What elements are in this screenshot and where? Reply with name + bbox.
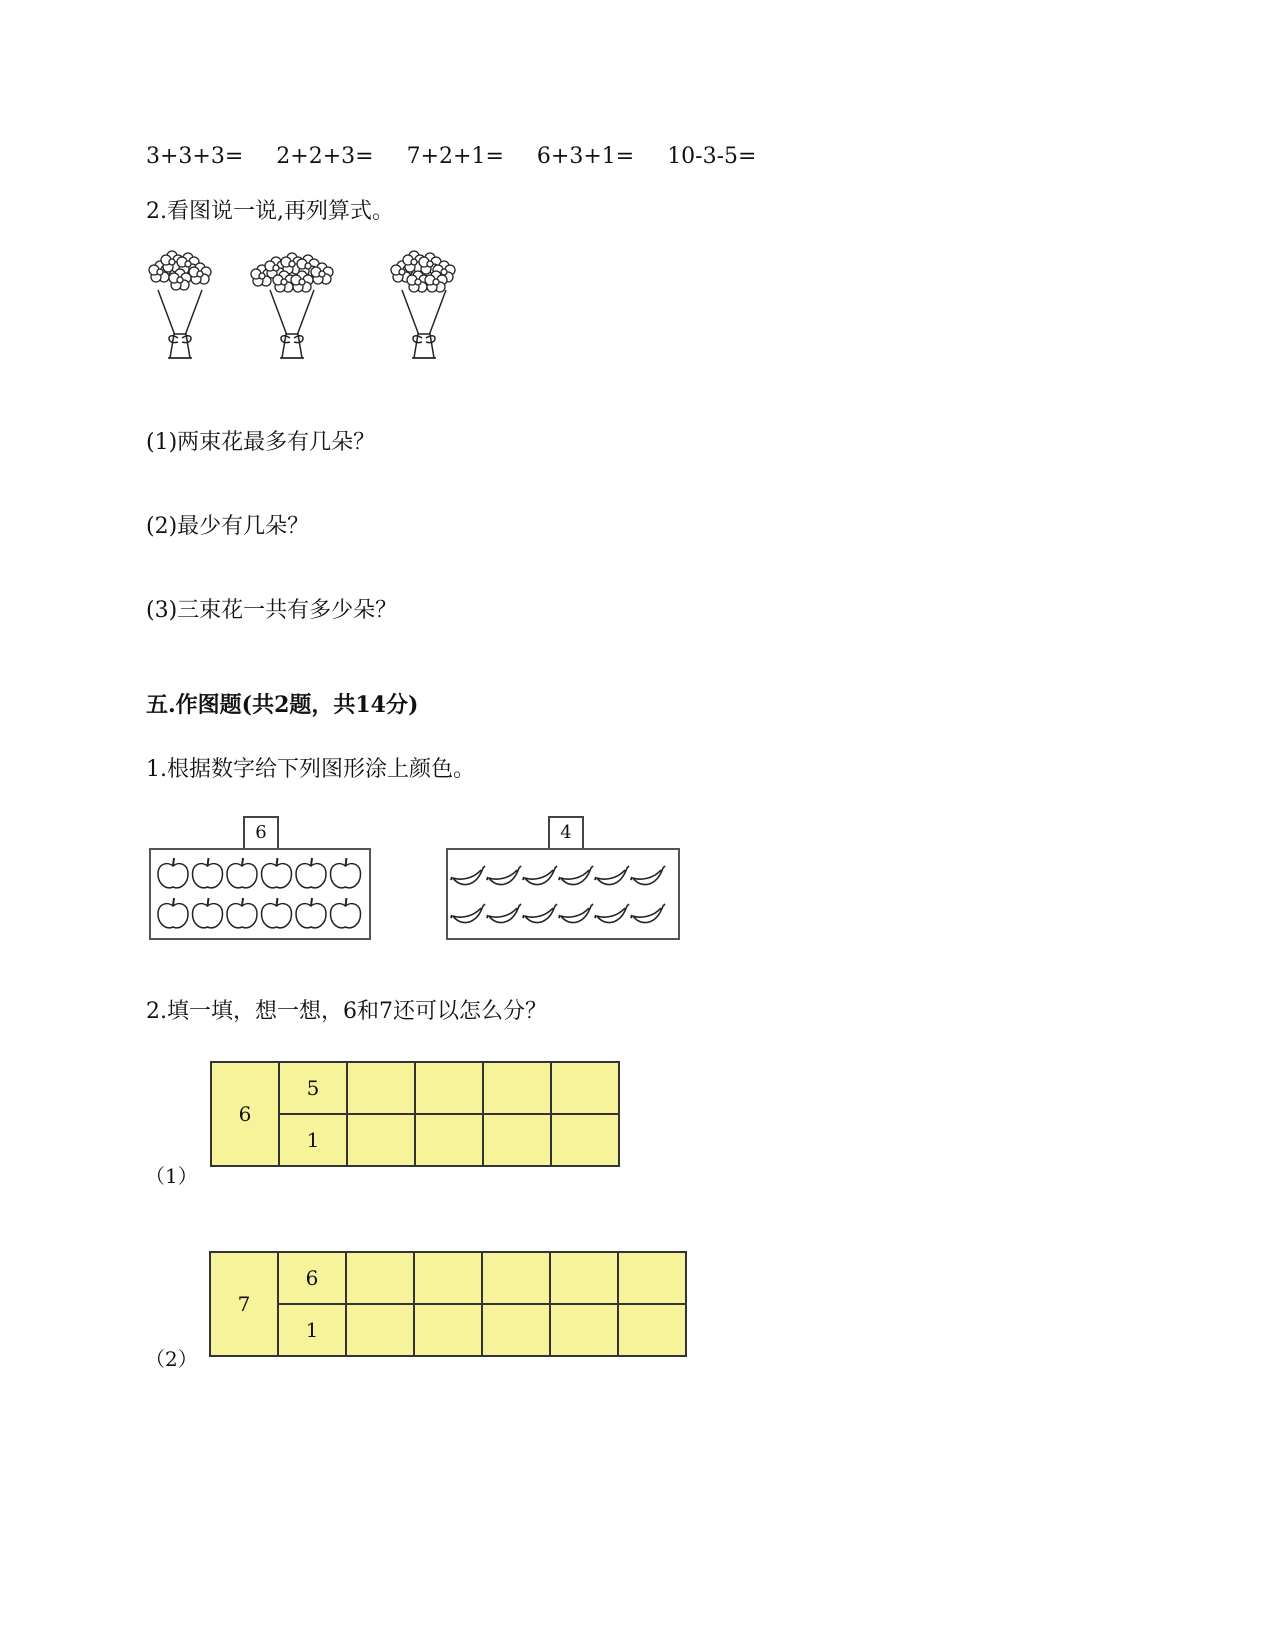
bouquets-illustration: [140, 250, 480, 370]
banana-icon: [559, 904, 593, 923]
flower-bouquet-icon: [149, 251, 211, 358]
split-bottom-cell: 1: [279, 1114, 347, 1166]
apple-icon: [158, 898, 188, 928]
split-top-cell: 5: [279, 1062, 347, 1114]
blank-cell[interactable]: [551, 1114, 619, 1166]
banana-panel: [446, 848, 680, 940]
section-5-question-2-title: 2.填一填，想一想，6和7还可以怎么分？: [146, 999, 547, 1024]
flower-bouquet-icon: [251, 253, 333, 358]
banana-icon: [631, 866, 665, 885]
apple-panel: [149, 848, 371, 940]
blank-cell[interactable]: [482, 1304, 550, 1356]
blank-cell[interactable]: [346, 1304, 414, 1356]
blank-cell[interactable]: [347, 1062, 415, 1114]
equation: 6+3+1=: [536, 144, 635, 169]
banana-icon: [559, 866, 593, 885]
banana-icon: [487, 866, 521, 885]
split-total-cell: 6: [211, 1062, 279, 1166]
blank-cell[interactable]: [551, 1062, 619, 1114]
blank-cell[interactable]: [550, 1304, 618, 1356]
blank-cell[interactable]: [415, 1114, 483, 1166]
blank-cell[interactable]: [347, 1114, 415, 1166]
apple-icon: [296, 858, 326, 888]
apple-icon: [331, 858, 361, 888]
apple-icon: [331, 898, 361, 928]
question-2-sub-2: (2)最少有几朵？: [146, 514, 310, 539]
equation: 7+2+1=: [406, 144, 504, 169]
blank-cell[interactable]: [482, 1252, 550, 1304]
apple-icon: [296, 898, 326, 928]
apple-icon: [262, 898, 292, 928]
split-top-cell: 6: [278, 1252, 346, 1304]
apple-icon: [227, 898, 257, 928]
table-2-label: （2）: [145, 1347, 198, 1371]
blank-cell[interactable]: [346, 1252, 414, 1304]
apple-icon: [227, 858, 257, 888]
banana-icon: [595, 866, 629, 885]
blank-cell[interactable]: [483, 1062, 551, 1114]
banana-icon: [595, 904, 629, 923]
blank-cell[interactable]: [415, 1062, 483, 1114]
blank-cell[interactable]: [414, 1304, 482, 1356]
split-table-1: [210, 1061, 620, 1167]
blank-cell[interactable]: [550, 1252, 618, 1304]
blank-cell[interactable]: [618, 1304, 686, 1356]
apple-icon: [158, 858, 188, 888]
section-5-heading: 五.作图题(共2题，共14分): [146, 692, 419, 718]
split-total-cell: 7: [210, 1252, 278, 1356]
apple-icon: [193, 858, 223, 888]
apple-count-box: 6: [243, 816, 279, 850]
equation: 10-3-5=: [667, 144, 757, 169]
banana-icon: [451, 866, 485, 885]
question-2-sub-3: (3)三束花一共有多少朵？: [146, 598, 398, 623]
apples-grid: [151, 850, 369, 938]
equation: 3+3+3=: [146, 144, 244, 169]
blank-cell[interactable]: [414, 1252, 482, 1304]
apple-icon: [262, 858, 292, 888]
banana-count-box: 4: [548, 816, 584, 850]
banana-icon: [523, 904, 557, 923]
banana-icon: [631, 904, 665, 923]
equations-row: [146, 142, 782, 172]
banana-icon: [523, 866, 557, 885]
equation: 2+2+3=: [276, 144, 374, 169]
blank-cell[interactable]: [483, 1114, 551, 1166]
section-5-question-1-title: 1.根据数字给下列图形涂上颜色。: [146, 757, 475, 782]
question-2-title: 2.看图说一说,再列算式。: [146, 199, 394, 224]
banana-icon: [451, 904, 485, 923]
question-2-sub-1: (1)两束花最多有几朵？: [146, 430, 376, 455]
table-1-label: （1）: [145, 1164, 198, 1188]
apple-icon: [193, 898, 223, 928]
blank-cell[interactable]: [618, 1252, 686, 1304]
banana-icon: [487, 904, 521, 923]
flower-bouquet-icon: [391, 251, 455, 358]
bananas-grid: [448, 850, 678, 938]
split-bottom-cell: 1: [278, 1304, 346, 1356]
split-table-2: [209, 1251, 687, 1357]
